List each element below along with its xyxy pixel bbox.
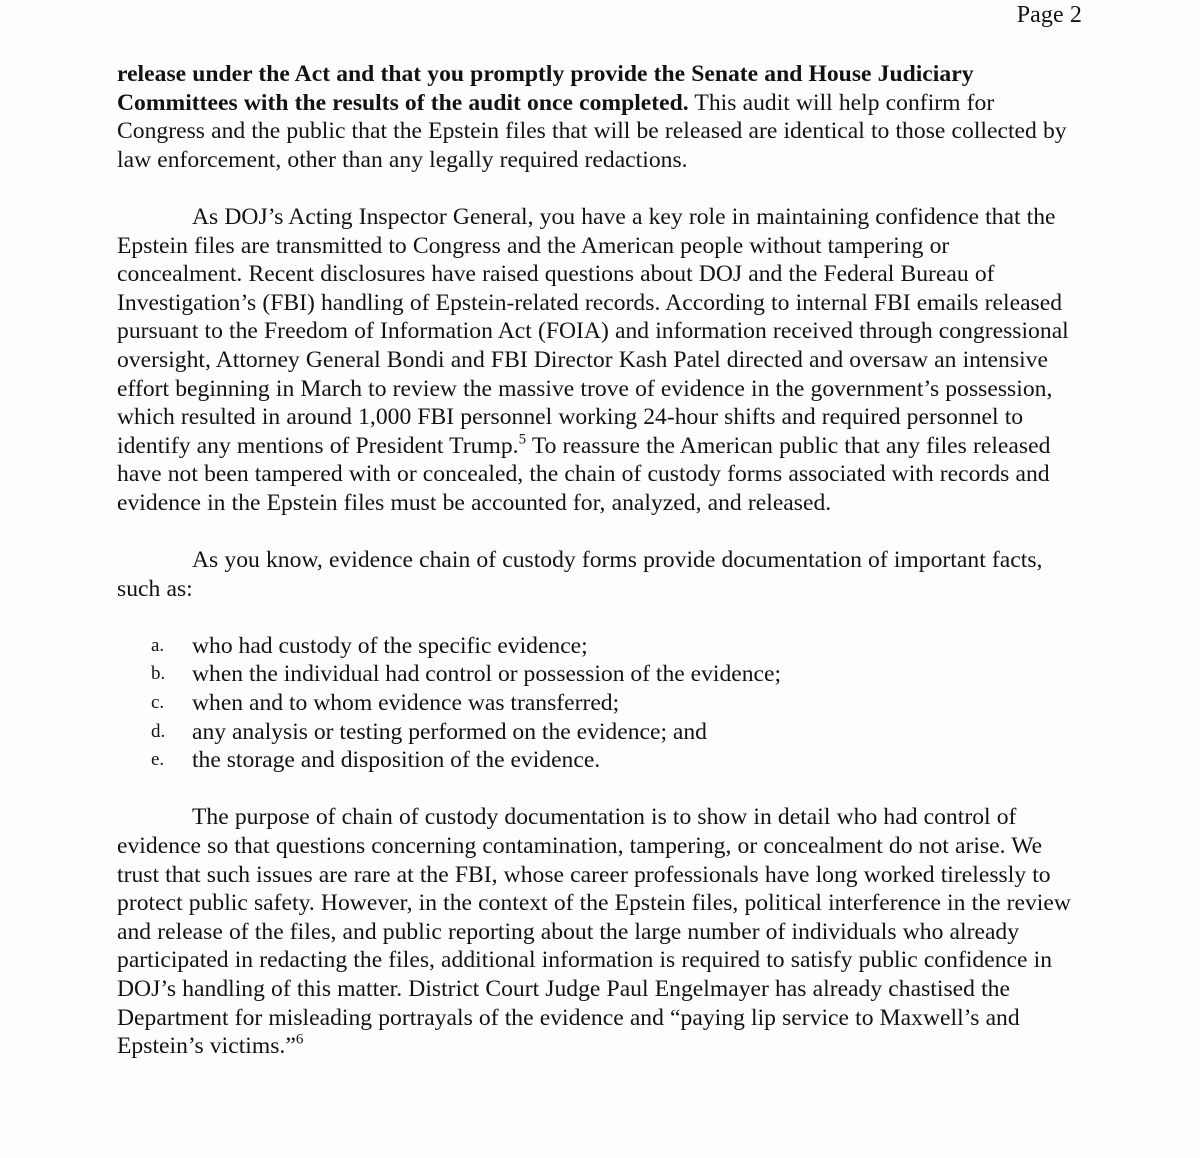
list-item bbox=[117, 718, 1071, 747]
paragraph-4 bbox=[117, 803, 1071, 1060]
list-item bbox=[117, 689, 1071, 718]
paragraph-2-text-part-2: To reassure the American public that any files released have not been tampered with or concealed, the chain of custody forms associated with records and evidence in the Epstein files must be accounted for, analyzed, and released. bbox=[117, 432, 1051, 516]
evidence-facts-list bbox=[117, 632, 1071, 775]
paragraph-2-text-part-1: As DOJ’s Acting Inspector General, you have a key role in maintaining confidence that the Epstein files are transmitted to Congress and the American people without tampering or concealment. Recent disclosures have raised questions about DOJ and the Federal Bureau of Investigation’s (FBI) handling of Epstein-related records. According to internal FBI emails released pursuant to the Freedom of Information Act (FOIA) and information received through congressional oversight, Attorney General Bondi and FBI Director Kash Patel directed and oversaw an intensive effort beginning in March to review the massive trove of evidence in the government’s possession, which resulted in around 1,000 FBI personnel working 24-hour shifts and required personnel to identify any mentions of President Trump. bbox=[117, 203, 1069, 459]
list-item-marker: d. bbox=[151, 720, 166, 742]
paragraph-3-text: As you know, evidence chain of custody forms provide documentation of important facts, such as: bbox=[117, 547, 1043, 602]
page-header bbox=[0, 0, 1200, 34]
list-item-marker: a. bbox=[151, 634, 165, 656]
paragraph-spacer bbox=[117, 775, 1071, 804]
paragraph-4-text: The purpose of chain of custody documentation is to show in detail who had control of evidence so that questions concerning contamination, tampering, or concealment do not arise. We trust that such issues are rare at the FBI, whose career professionals have long worked tirelessly to protect public safety. However, in the context of the Epstein files, political interference in the review and release of the files, and public reporting about the large number of individuals who already participated in redacting the files, additional information is required to satisfy public confidence in DOJ’s handling of this matter. District Court Judge Paul Engelmayer has already chastised the Department for misleading portrayals of the evidence and “paying lip service to Maxwell’s and Epstein’s victims.” bbox=[117, 804, 1071, 1060]
footnote-marker-6: 6 bbox=[295, 1031, 304, 1048]
page-number-label: Page 2 bbox=[1016, 2, 1082, 28]
list-item-label: the storage and disposition of the evidence. bbox=[192, 747, 601, 774]
paragraph-2 bbox=[117, 203, 1071, 518]
list-item-marker: b. bbox=[151, 663, 166, 685]
list-item bbox=[117, 632, 1071, 661]
list-item-marker: e. bbox=[151, 749, 165, 771]
paragraph-spacer bbox=[117, 518, 1071, 547]
list-item-label: any analysis or testing performed on the evidence; and bbox=[192, 718, 707, 745]
paragraph-spacer bbox=[117, 603, 1071, 632]
paragraph-3 bbox=[117, 546, 1071, 603]
paragraph-spacer bbox=[117, 174, 1071, 203]
list-item-marker: c. bbox=[151, 692, 165, 714]
paragraph-1-text: This audit will help confirm for Congress and the public that the Epstein files that will be released are identical to those collected by law enforcement, other than any legally required redactions. bbox=[117, 89, 1067, 173]
list-item-label: who had custody of the specific evidence; bbox=[192, 632, 588, 659]
document-body bbox=[117, 60, 1071, 1061]
paragraph-1 bbox=[117, 60, 1071, 174]
list-item-label: when and to whom evidence was transferred; bbox=[192, 690, 620, 717]
paragraph-1-bold-lead: release under the Act and that you promptly provide the Senate and House Judiciary Committees with the results of the audit once completed. bbox=[117, 61, 974, 116]
list-item-label: when the individual had control or possession of the evidence; bbox=[192, 661, 782, 688]
list-item bbox=[117, 746, 1071, 775]
footnote-marker-5: 5 bbox=[518, 431, 527, 448]
list-item bbox=[117, 660, 1071, 689]
